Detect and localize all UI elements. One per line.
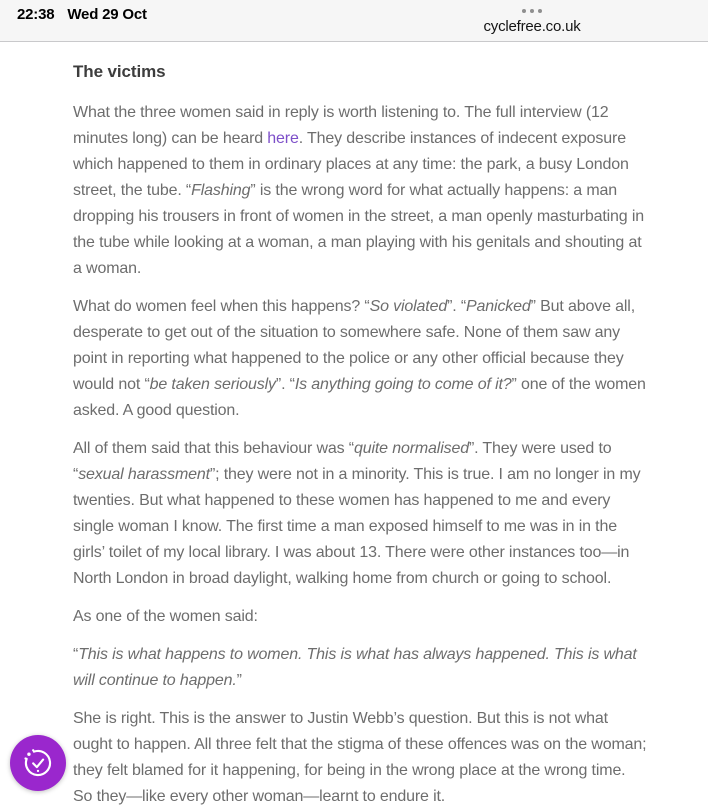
- ellipsis-dot: [522, 9, 526, 13]
- text-run: “: [73, 646, 79, 663]
- text-run: ”. They were used to “: [73, 440, 612, 483]
- emphasis-text: Is anything going to come of it?: [294, 376, 512, 393]
- text-run: ”. “: [447, 298, 467, 315]
- ellipsis-dot: [530, 9, 534, 13]
- paragraph: [73, 706, 648, 810]
- text-run: ”. “: [275, 376, 295, 393]
- emphasis-text: Flashing: [191, 182, 251, 199]
- paragraph: [73, 436, 648, 592]
- emphasis-text: This is what happens to women. This is what has always happened. This is what will continue to happen.: [73, 646, 637, 689]
- text-run: All of them said that this behaviour was “: [73, 440, 354, 457]
- text-run: ” one of the women asked. A good question.: [73, 376, 646, 419]
- text-run: She is right. This is the answer to Justin Webb’s question. But this is not what ought to happen. All three felt that the stigma of these offences was on the woman; they felt blamed for it happening, for being in the wrong place at the wrong time. So they—like every other woman—learnt to endure it.: [73, 710, 647, 805]
- text-run: What do women feel when this happens? “: [73, 298, 370, 315]
- article-body: [73, 100, 648, 810]
- text-run: ”; they were not in a minority. This is true. I am no longer in my twenties. But what happened to these women has happened to me and every single woman I know. The first time a man exposed himself to me was in in the girls’ toilet of my local library. I was about 13. There were other instances too—in North London in broad daylight, walking home from church or going to school.: [73, 466, 641, 587]
- text-run: As one of the women said:: [73, 608, 258, 625]
- emphasis-text: be taken seriously: [149, 376, 276, 393]
- inline-link[interactable]: here: [267, 130, 299, 147]
- ellipsis-dot: [538, 9, 542, 13]
- text-run: ” But above all, desperate to get out of the situation to somewhere safe. None of them saw any point in reporting what happened to the police or any other official because they would not “: [73, 298, 635, 393]
- cookie-consent-button[interactable]: [10, 735, 66, 791]
- site-url[interactable]: cyclefree.co.uk: [483, 18, 581, 35]
- text-run: What the three women said in reply is worth listening to. The full interview (12 minutes long) can be heard: [73, 104, 609, 147]
- page-menu-button[interactable]: [446, 4, 618, 13]
- emphasis-text: Panicked: [466, 298, 531, 315]
- status-time: 22:38: [17, 6, 55, 23]
- address-area: [446, 4, 618, 35]
- status-bar: [0, 0, 708, 42]
- article: [0, 42, 708, 810]
- paragraph: [73, 100, 648, 282]
- paragraph: [73, 604, 648, 630]
- emphasis-text: So violated: [369, 298, 448, 315]
- status-time-date: [17, 6, 147, 23]
- paragraph: [73, 642, 648, 694]
- section-heading: The victims: [73, 62, 166, 81]
- emphasis-text: sexual harassment: [78, 466, 210, 483]
- text-run: . They describe instances of indecent exposure which happened to them in ordinary places at any time: the park, a busy London street, the tube. “: [73, 130, 629, 199]
- status-date: Wed 29 Oct: [67, 6, 147, 23]
- text-run: ”: [236, 672, 242, 689]
- emphasis-text: quite normalised: [353, 440, 469, 457]
- text-run: ” is the wrong word for what actually happens: a man dropping his trousers in front of women in the street, a man openly masturbating in the tube while looking at a woman, a man playing with his genitals and shouting at a woman.: [73, 182, 644, 277]
- paragraph: [73, 294, 648, 424]
- cookie-check-icon: [21, 746, 55, 780]
